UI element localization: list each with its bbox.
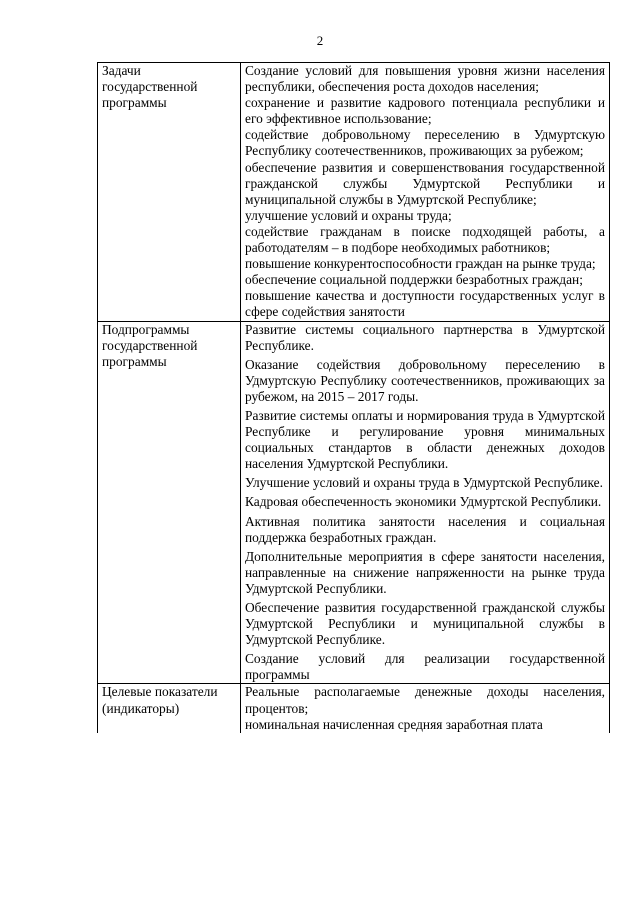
- subprogram-item: Активная политика занятости населения и социальная поддержка безработных граждан.: [245, 513, 605, 545]
- task-item: Создание условий для повышения уровня жизни населения республики, обеспечения роста доходов населения;: [245, 63, 605, 95]
- task-item: сохранение и развитие кадрового потенциала республики и его эффективное использование;: [245, 95, 605, 127]
- subprogram-item: Улучшение условий и охраны труда в Удмуртской Республике.: [245, 475, 603, 491]
- subprogram-item: Обеспечение развития государственной гражданской службы Удмуртской Республики и муниципальной службы в Удмуртской Республике.: [245, 600, 605, 648]
- table-row-subprograms: [98, 321, 610, 684]
- indicator-item: номинальная начисленная средняя заработная плата: [245, 716, 543, 732]
- page-number: 2: [316, 33, 324, 48]
- indicator-item: Реальные располагаемые денежные доходы населения, процентов;: [245, 684, 605, 716]
- subprogram-item: Развитие системы оплаты и нормирования труда в Удмуртской Республике и регулирование уровня минимальных социальных стандартов в области денежных доходов населения Удмуртской Республики.: [245, 407, 605, 472]
- table-row-tasks: [98, 63, 610, 322]
- task-item: содействие добровольному переселению в Удмуртскую Республику соотечественников, проживающих за рубежом;: [245, 127, 605, 159]
- task-item: содействие гражданам в поиске подходящей работы, а работодателям – в подборе необходимых работников;: [245, 223, 605, 256]
- task-item: обеспечение развития и совершенствования государственной гражданской службы Удмуртской Республики и муниципальной службы в Удмуртской Республике;: [245, 159, 605, 207]
- task-item: обеспечение социальной поддержки безработных граждан;: [245, 272, 583, 288]
- subprogram-item: Развитие системы социального партнерства в Удмуртской Республике.: [245, 321, 605, 353]
- row-content-tasks: [241, 63, 610, 322]
- subprogram-item: Дополнительные мероприятия в сфере занятости населения, направленные на снижение напряженности на рынке труда Удмуртской Республики.: [245, 548, 605, 596]
- subprogram-item: Оказание содействия добровольному переселению в Удмуртскую Республику соотечественников, проживающих за рубежом, на 2015 – 2017 годы.: [245, 356, 605, 404]
- row-label-tasks: Задачи государственной программы: [98, 63, 241, 322]
- task-item: повышение конкурентоспособности граждан на рынке труда;: [245, 256, 596, 272]
- subprogram-item: Создание условий для реализации государственной программы: [245, 651, 605, 683]
- task-item: улучшение условий и охраны труда;: [245, 207, 452, 223]
- row-label-subprograms: Подпрограммы государственной программы: [98, 321, 241, 684]
- subprogram-item: Кадровая обеспеченность экономики Удмуртской Республики.: [245, 494, 602, 510]
- table-row-indicators: [98, 684, 610, 733]
- task-item: повышение качества и доступности государственных услуг в сфере содействия занятости: [245, 288, 605, 320]
- row-label-indicators: Целевые показатели (индикаторы): [98, 684, 241, 733]
- row-content-indicators: [241, 684, 610, 733]
- row-content-subprograms: [241, 321, 610, 684]
- program-passport-table: [97, 62, 610, 733]
